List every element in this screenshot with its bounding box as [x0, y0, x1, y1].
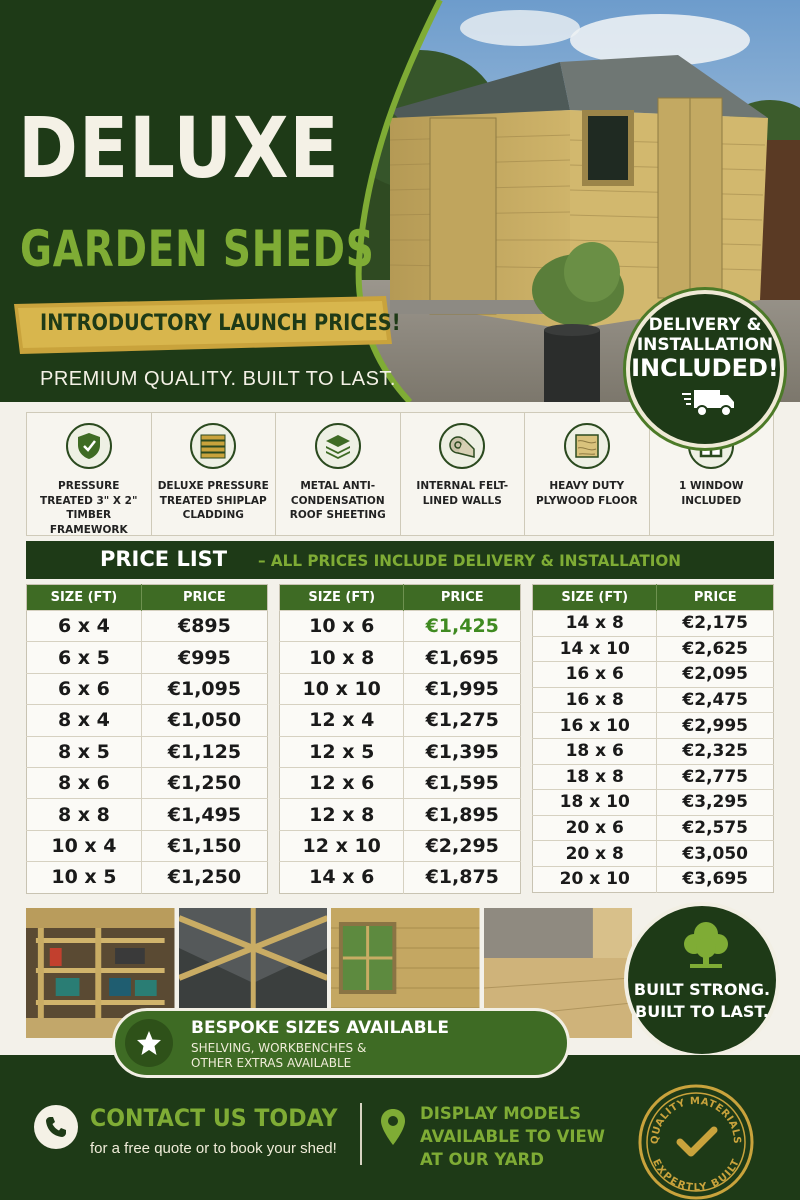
size-cell: 18 x 6: [533, 738, 657, 764]
feature-label: PRESSURE TREATED 3" X 2" TIMBER FRAMEWORK: [40, 480, 138, 537]
price-cell: €995: [141, 642, 267, 673]
column-header-size: SIZE (FT): [280, 585, 404, 611]
size-cell: 6 x 4: [27, 611, 142, 642]
table-row: [27, 642, 268, 673]
price-cell: €895: [141, 611, 267, 642]
column-header-size: SIZE (FT): [533, 585, 657, 611]
star-icon: [125, 1019, 173, 1067]
price-cell: €1,495: [141, 799, 267, 830]
size-cell: 20 x 10: [533, 866, 657, 892]
footer-divider: [360, 1103, 362, 1165]
bespoke-title: BESPOKE SIZES AVAILABLE: [191, 1018, 449, 1038]
bespoke-banner: [112, 1008, 570, 1078]
size-cell: 6 x 6: [27, 673, 142, 704]
table-row: [280, 767, 521, 798]
display-models-text: [420, 1102, 620, 1171]
size-cell: 14 x 6: [280, 862, 404, 893]
price-cell: €2,095: [657, 662, 774, 688]
feature-label: METAL ANTI-CONDENSATION ROOF SHEETING: [289, 480, 386, 522]
column-header-price: PRICE: [404, 585, 521, 611]
bespoke-subtitle: SHELVING, WORKBENCHES & OTHER EXTRAS AVAILABLE: [191, 1041, 367, 1070]
display-line1: DISPLAY MODELS: [420, 1104, 582, 1123]
feature-felt-walls: [401, 413, 526, 535]
price-cell: €1,095: [141, 673, 267, 704]
price-cell: €1,895: [404, 799, 521, 830]
size-cell: 12 x 8: [280, 799, 404, 830]
price-cell: €1,395: [404, 736, 521, 767]
shield-icon: [66, 423, 112, 469]
table-row: [533, 866, 774, 892]
cladding-icon: [190, 423, 236, 469]
plywood-icon: [564, 423, 610, 469]
table-row: [280, 611, 521, 642]
size-cell: 16 x 10: [533, 713, 657, 739]
table-row: [533, 790, 774, 816]
table-row: [27, 799, 268, 830]
feature-label: INTERNAL FELT-LINED WALLS: [416, 480, 509, 507]
table-row: [280, 673, 521, 704]
delivery-line3: INCLUDED!: [631, 354, 779, 382]
table-row: [27, 736, 268, 767]
price-cell: €2,325: [657, 738, 774, 764]
built-strong-line1: BUILT STRONG.: [633, 980, 771, 999]
size-cell: 8 x 4: [27, 705, 142, 736]
size-cell: 12 x 5: [280, 736, 404, 767]
table-row: [27, 862, 268, 893]
price-cell: €1,875: [404, 862, 521, 893]
price-cell: €2,625: [657, 636, 774, 662]
table-row: [280, 862, 521, 893]
price-cell: €3,050: [657, 841, 774, 867]
price-list-header: [26, 541, 774, 579]
price-cell: €1,150: [141, 830, 267, 861]
table-row: [533, 815, 774, 841]
size-cell: 10 x 8: [280, 642, 404, 673]
feature-label: DELUXE PRESSURE TREATED SHIPLAP CLADDING: [157, 480, 269, 522]
price-cell: €2,175: [657, 611, 774, 637]
price-cell: €2,295: [404, 830, 521, 861]
price-cell: €1,250: [141, 862, 267, 893]
price-cell: €1,595: [404, 767, 521, 798]
delivery-line2: INSTALLATION: [636, 335, 774, 355]
table-row: [533, 687, 774, 713]
location-pin-icon: [380, 1108, 406, 1146]
built-strong-line2: BUILT TO LAST.: [635, 1002, 769, 1021]
seal-top-text: QUALITY MATERIALS: [649, 1095, 743, 1145]
feature-timber-framework: [27, 413, 152, 535]
table-row: [533, 611, 774, 637]
column-header-size: SIZE (FT): [27, 585, 142, 611]
table-row: [533, 713, 774, 739]
size-cell: 20 x 6: [533, 815, 657, 841]
price-cell: €1,425: [404, 611, 521, 642]
display-line2: AVAILABLE TO VIEW: [420, 1127, 606, 1147]
price-cell: €1,050: [141, 705, 267, 736]
layers-icon: [315, 423, 361, 469]
size-cell: 10 x 6: [280, 611, 404, 642]
price-list-title: PRICE LIST: [100, 547, 228, 571]
size-cell: 12 x 6: [280, 767, 404, 798]
feature-label: 1 WINDOW INCLUDED: [679, 480, 744, 507]
price-cell: €1,125: [141, 736, 267, 767]
price-cell: €2,575: [657, 815, 774, 841]
table-row: [533, 662, 774, 688]
price-cell: €3,295: [657, 790, 774, 816]
size-cell: 12 x 4: [280, 705, 404, 736]
price-table-3: [532, 584, 774, 893]
table-row: [280, 830, 521, 861]
feature-plywood-floor: [525, 413, 650, 535]
price-cell: €1,275: [404, 705, 521, 736]
size-cell: 8 x 6: [27, 767, 142, 798]
price-cell: €1,695: [404, 642, 521, 673]
felt-roll-icon: [439, 423, 485, 469]
quality-seal: [636, 1082, 756, 1200]
feature-shiplap-cladding: [152, 413, 277, 535]
seal-bottom-text: EXPERTLY BUILT: [649, 1157, 743, 1194]
table-row: [27, 705, 268, 736]
table-row: [533, 636, 774, 662]
table-row: [27, 611, 268, 642]
size-cell: 18 x 8: [533, 764, 657, 790]
table-row: [280, 642, 521, 673]
tagline: PREMIUM QUALITY. BUILT TO LAST.: [40, 368, 396, 390]
contact-subtitle: for a free quote or to book your shed!: [90, 1140, 337, 1157]
size-cell: 6 x 5: [27, 642, 142, 673]
price-table-1: [26, 584, 268, 894]
title-deluxe: DELUXE: [18, 99, 340, 197]
size-cell: 8 x 5: [27, 736, 142, 767]
size-cell: 18 x 10: [533, 790, 657, 816]
table-row: [27, 767, 268, 798]
price-list-subtitle: – ALL PRICES INCLUDE DELIVERY & INSTALLATION: [258, 551, 682, 570]
title-garden-sheds: GARDEN SHEDS: [20, 220, 375, 278]
table-row: [27, 673, 268, 704]
size-cell: 10 x 10: [280, 673, 404, 704]
feature-label: HEAVY DUTY PLYWOOD FLOOR: [535, 480, 638, 507]
table-row: [280, 736, 521, 767]
tree-icon: [682, 918, 730, 970]
phone-icon: [34, 1105, 78, 1149]
size-cell: 10 x 5: [27, 862, 142, 893]
column-header-price: PRICE: [141, 585, 267, 611]
table-row: [280, 705, 521, 736]
feature-roof-sheeting: [276, 413, 401, 535]
display-line3: AT OUR YARD: [420, 1150, 544, 1170]
price-cell: €3,695: [657, 866, 774, 892]
truck-icon: [682, 386, 736, 418]
price-cell: €2,775: [657, 764, 774, 790]
delivery-badge: [626, 290, 784, 448]
price-cell: €1,995: [404, 673, 521, 704]
launch-text: INTRODUCTORY LAUNCH PRICES!: [40, 311, 401, 336]
table-row: [27, 830, 268, 861]
column-header-price: PRICE: [657, 585, 774, 611]
price-cell: €1,250: [141, 767, 267, 798]
size-cell: 16 x 8: [533, 687, 657, 713]
table-row: [533, 738, 774, 764]
size-cell: 8 x 8: [27, 799, 142, 830]
table-row: [280, 799, 521, 830]
size-cell: 20 x 8: [533, 841, 657, 867]
price-cell: €2,995: [657, 713, 774, 739]
size-cell: 14 x 8: [533, 611, 657, 637]
table-row: [533, 764, 774, 790]
size-cell: 16 x 6: [533, 662, 657, 688]
contact-title: CONTACT US TODAY: [90, 1104, 338, 1132]
size-cell: 10 x 4: [27, 830, 142, 861]
size-cell: 14 x 10: [533, 636, 657, 662]
table-row: [533, 841, 774, 867]
price-cell: €2,475: [657, 687, 774, 713]
built-strong-badge: [624, 902, 780, 1058]
delivery-line1: DELIVERY &: [648, 315, 762, 335]
price-table-2: [279, 584, 521, 894]
size-cell: 12 x 10: [280, 830, 404, 861]
